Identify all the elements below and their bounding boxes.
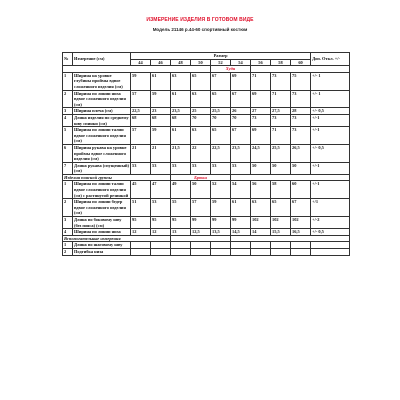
- value-cell: 67: [211, 72, 231, 90]
- value-cell: 16,5: [291, 229, 311, 236]
- value-cell: 26,5: [291, 144, 311, 162]
- value-cell: 53: [211, 162, 231, 174]
- table-row: [63, 181, 350, 199]
- value-cell: 70: [191, 114, 211, 126]
- value-cell: 25,5: [211, 108, 231, 115]
- value-cell: 51: [131, 199, 151, 217]
- value-cell: 58: [271, 181, 291, 199]
- table-row: [63, 162, 350, 174]
- table-row: [63, 217, 350, 229]
- value-cell: 71: [251, 72, 271, 90]
- value-cell: 53: [131, 162, 151, 174]
- value-cell: 50: [251, 162, 271, 174]
- value-cell: 73: [271, 72, 291, 90]
- size-header-cell: 60: [291, 59, 311, 66]
- measurement-name: Длина рукава (спущенный) (см): [74, 162, 130, 174]
- value-cell: 59: [211, 199, 231, 217]
- size-header-cell: 46: [151, 59, 171, 66]
- value-cell: 95: [171, 217, 191, 229]
- value-cell: 53: [151, 162, 171, 174]
- value-cell: 68: [151, 114, 171, 126]
- value-cell: 70: [211, 114, 231, 126]
- value-cell: 21: [131, 144, 151, 162]
- value-cell: 14,5: [231, 229, 251, 236]
- value-cell: 69: [251, 127, 271, 145]
- measurement-table: [62, 52, 350, 256]
- row-number: 1: [63, 181, 73, 199]
- value-cell: 63: [191, 127, 211, 145]
- table-row: [63, 144, 350, 162]
- value-cell: 71: [271, 127, 291, 145]
- section-label: Изделия поясной группы: [63, 174, 171, 181]
- tolerance-cell: [311, 242, 350, 249]
- value-cell: 67: [231, 90, 251, 108]
- value-cell: [171, 242, 191, 249]
- value-cell: 70: [231, 114, 251, 126]
- value-cell: 73: [291, 90, 311, 108]
- value-cell: [251, 242, 271, 249]
- measurement-name: Ширина по линии талии вдвое сложенного изделия (см) с растянутой резинкой: [73, 181, 131, 199]
- value-cell: [211, 242, 231, 249]
- tolerance-cell: +/-1: [311, 114, 350, 126]
- row-number: 2: [63, 249, 73, 256]
- value-cell: [291, 249, 311, 256]
- value-cell: 25,5: [271, 144, 291, 162]
- tolerance-cell: +/1: [311, 199, 350, 217]
- section-row-trousers: [63, 174, 350, 181]
- table-row: [63, 72, 350, 90]
- value-cell: 95: [131, 217, 151, 229]
- value-cell: 102: [271, 217, 291, 229]
- header-num: №: [63, 53, 73, 66]
- value-cell: 23,5: [231, 144, 251, 162]
- section-spacer: [231, 174, 350, 181]
- tolerance-cell: [311, 249, 350, 256]
- measurement-name: Ширина по линии низа: [73, 229, 131, 236]
- value-cell: [131, 242, 151, 249]
- size-header-cell: 56: [251, 59, 271, 66]
- value-cell: 73: [251, 114, 271, 126]
- section-spacer: [231, 235, 350, 242]
- value-cell: 15,5: [271, 229, 291, 236]
- value-cell: 27,5: [271, 108, 291, 115]
- tolerance-cell: +/-1: [311, 127, 350, 145]
- value-cell: [271, 249, 291, 256]
- value-cell: 54: [231, 181, 251, 199]
- value-cell: 26: [231, 108, 251, 115]
- value-cell: 53: [151, 199, 171, 217]
- value-cell: 25: [191, 108, 211, 115]
- value-cell: 60: [291, 181, 311, 199]
- value-cell: 61: [171, 90, 191, 108]
- document-title: ИЗМЕРЕНИЕ ИЗДЕЛИЯ В ГОТОВОМ ВИДЕ: [146, 17, 254, 23]
- value-cell: 22: [191, 144, 211, 162]
- tolerance-cell: +/- 0,5: [311, 108, 350, 115]
- value-cell: 59: [131, 72, 151, 90]
- tolerance-cell: +/- 0,5: [311, 229, 350, 236]
- value-cell: 95: [151, 217, 171, 229]
- value-cell: [151, 242, 171, 249]
- value-cell: 28: [291, 108, 311, 115]
- value-cell: 12: [151, 229, 171, 236]
- row-number: 3: [63, 217, 73, 229]
- value-cell: 24,5: [251, 144, 271, 162]
- value-cell: 68: [131, 114, 151, 126]
- measurement-name: Длина по боковому шву (без пояса) (см): [73, 217, 131, 229]
- value-cell: 102: [291, 217, 311, 229]
- measurement-name: Длина изделия по среднему шву спинки (см): [74, 114, 129, 126]
- section-row-jacket: [63, 66, 350, 73]
- section-label: Вспомогательные измерения: [63, 235, 171, 242]
- table-row: [63, 249, 350, 256]
- value-cell: 63: [191, 90, 211, 108]
- header-measure: Измерение (см): [73, 53, 131, 66]
- size-header-cell: 58: [271, 59, 291, 66]
- value-cell: 50: [191, 181, 211, 199]
- value-cell: 99: [191, 217, 211, 229]
- value-cell: 73: [271, 114, 291, 126]
- value-cell: [211, 249, 231, 256]
- value-cell: 69: [251, 90, 271, 108]
- value-cell: 57: [131, 90, 151, 108]
- value-cell: 63: [171, 72, 191, 90]
- measurement-name: Длина по шаговому шву: [73, 242, 131, 249]
- header-tolerance: Доп. Откл. +/-: [311, 53, 350, 66]
- measurement-name: Подгибка низа: [73, 249, 131, 256]
- measurement-name: Ширина по линии бедер вдвое сложенного изделия (см): [73, 199, 131, 217]
- section-spacer: [171, 235, 231, 242]
- table-row: [63, 90, 350, 108]
- measurement-name: Ширина плеча (см): [73, 108, 131, 115]
- measurement-name: Ширина по линии низа вдвое сложенного изделия (см): [73, 90, 131, 108]
- value-cell: [271, 242, 291, 249]
- value-cell: 68: [171, 114, 191, 126]
- value-cell: 69: [231, 72, 251, 90]
- value-cell: 65: [211, 90, 231, 108]
- value-cell: 55: [171, 199, 191, 217]
- value-cell: [231, 242, 251, 249]
- value-cell: 67: [231, 127, 251, 145]
- header-size: Размер: [131, 53, 311, 60]
- size-header-cell: 54: [231, 59, 251, 66]
- value-cell: 57: [191, 199, 211, 217]
- value-cell: 61: [151, 72, 171, 90]
- value-cell: 50: [291, 162, 311, 174]
- value-cell: 13,5: [211, 229, 231, 236]
- value-cell: 13: [171, 229, 191, 236]
- tolerance-cell: +/-2: [311, 217, 350, 229]
- size-header-cell: 48: [171, 59, 191, 66]
- value-cell: 50: [271, 162, 291, 174]
- table-header-row: [63, 53, 350, 60]
- value-cell: 99: [231, 217, 251, 229]
- value-cell: 99: [211, 217, 231, 229]
- value-cell: 63: [251, 199, 271, 217]
- value-cell: 75: [291, 72, 311, 90]
- value-cell: [251, 249, 271, 256]
- value-cell: 21,5: [171, 144, 191, 162]
- row-number: 3: [63, 108, 73, 115]
- measurement-name: Ширина по линии талии вдвое сложенного изделия (см): [73, 127, 131, 145]
- row-number: 2: [63, 199, 73, 217]
- value-cell: 45: [131, 181, 151, 199]
- tolerance-cell: +/- 0,5: [311, 144, 350, 162]
- section-spacer: [63, 66, 211, 73]
- value-cell: [131, 249, 151, 256]
- tolerance-cell: +/-1: [311, 181, 350, 199]
- section-label-red: Худи: [211, 66, 251, 73]
- value-cell: 52: [211, 181, 231, 199]
- value-cell: 102: [251, 217, 271, 229]
- value-cell: 22,5: [211, 144, 231, 162]
- size-header-cell: 44: [131, 59, 151, 66]
- section-spacer: [251, 66, 350, 73]
- value-cell: [171, 249, 191, 256]
- table-row: [63, 229, 350, 236]
- measurement-name: Ширина на уровне глубины проймы вдвое сложенного изделия (см): [73, 72, 131, 90]
- row-number: 7: [63, 162, 73, 174]
- value-cell: [191, 249, 211, 256]
- model-subtitle: Модель 21146 р.44-60 спортивный костюм: [152, 27, 248, 32]
- row-number: 2: [63, 90, 73, 108]
- value-cell: 61: [171, 127, 191, 145]
- value-cell: 56: [251, 181, 271, 199]
- value-cell: 65: [271, 199, 291, 217]
- row-number: 5: [63, 127, 73, 145]
- value-cell: 23: [151, 108, 171, 115]
- value-cell: 27: [251, 108, 271, 115]
- table-row: [63, 199, 350, 217]
- value-cell: 73: [291, 114, 311, 126]
- table-row: [63, 242, 350, 249]
- row-number: 1: [63, 242, 73, 249]
- table-row: [63, 114, 350, 126]
- value-cell: 73: [291, 127, 311, 145]
- value-cell: 53: [171, 162, 191, 174]
- value-cell: 65: [191, 72, 211, 90]
- value-cell: 61: [231, 199, 251, 217]
- table-row: [63, 127, 350, 145]
- table-row: [63, 108, 350, 115]
- value-cell: [291, 242, 311, 249]
- section-label-red: Брюки: [171, 174, 231, 181]
- tolerance-cell: +/- 1: [311, 72, 350, 90]
- row-number: 6: [63, 144, 73, 162]
- value-cell: 47: [151, 181, 171, 199]
- value-cell: 71: [271, 90, 291, 108]
- value-cell: 12,5: [191, 229, 211, 236]
- value-cell: 22,5: [131, 108, 151, 115]
- value-cell: [191, 242, 211, 249]
- measurement-name: Ширина рукава на уровне проймы вдвое сложенного изделия (см): [73, 144, 131, 162]
- value-cell: 53: [231, 162, 251, 174]
- row-number: 1: [63, 72, 73, 90]
- value-cell: 59: [151, 90, 171, 108]
- value-cell: 49: [171, 181, 191, 199]
- value-cell: 14: [251, 229, 271, 236]
- size-header-cell: 52: [211, 59, 231, 66]
- tolerance-cell: +/-1: [311, 162, 350, 174]
- tolerance-cell: +/- 1: [311, 90, 350, 108]
- value-cell: 21: [151, 144, 171, 162]
- value-cell: [151, 249, 171, 256]
- section-row-aux: [63, 235, 350, 242]
- value-cell: 67: [291, 199, 311, 217]
- value-cell: 53: [191, 162, 211, 174]
- value-cell: 65: [211, 127, 231, 145]
- value-cell: 59: [151, 127, 171, 145]
- row-number: 4: [63, 114, 73, 126]
- value-cell: 12: [131, 229, 151, 236]
- row-number: 4: [63, 229, 73, 236]
- size-header-cell: 50: [191, 59, 211, 66]
- value-cell: [231, 249, 251, 256]
- value-cell: 57: [131, 127, 151, 145]
- value-cell: 23,5: [171, 108, 191, 115]
